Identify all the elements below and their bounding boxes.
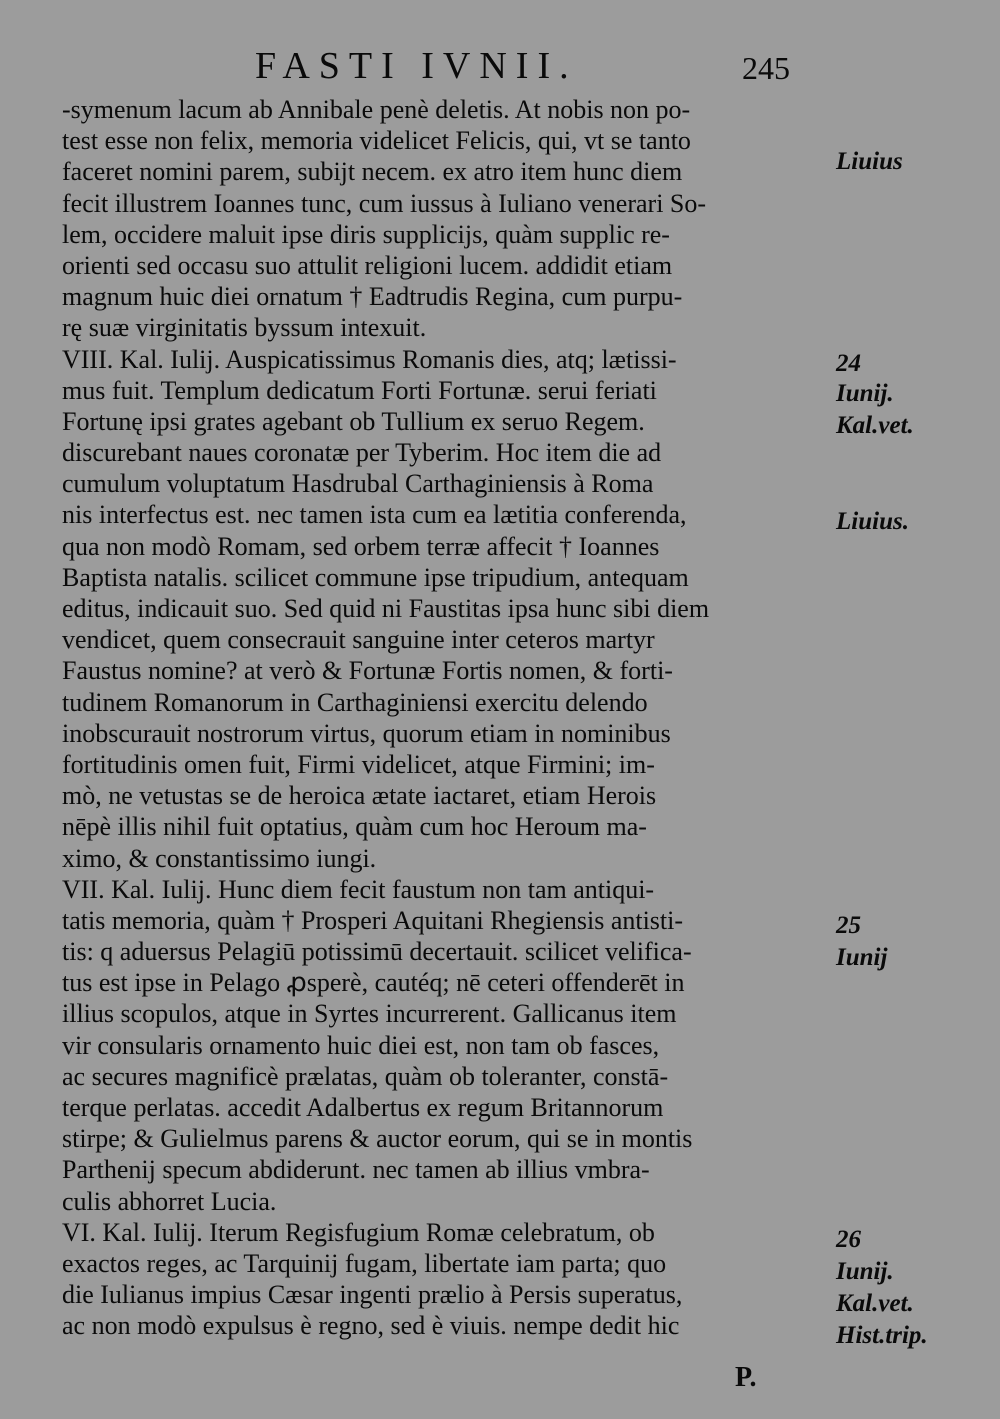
text-line: VI. Kal. Iulij. Iterum Regisfugium Romæ celebratum, ob [62, 1217, 655, 1247]
margin-note-liuius-2: Liuius. [836, 508, 909, 535]
text-line: ac non modò expulsus è regno, sed è viuis. nempe dedit hic [62, 1311, 680, 1341]
margin-note-26-kal-vet: Kal.vet. [836, 1290, 914, 1317]
text-line: Fortunę ipsi grates agebant ob Tullium ex seruo Regem. [62, 406, 645, 436]
text-line: qua non modò Romam, sed orbem terræ affecit † Ioannes [62, 531, 660, 561]
text-line: die Iulianus impius Cæsar ingenti prælio à Persis superatus, [62, 1280, 683, 1310]
text-line: fortitudinis omen fuit, Firmi videlicet, atque Firmini; im- [62, 749, 655, 779]
text-line: magnum huic diei ornatum † Eadtrudis Regina, cum purpu- [62, 282, 683, 312]
main-text-block [62, 94, 832, 1342]
text-line: -symenum lacum ab Annibale penè deletis. At nobis non po- [62, 95, 691, 124]
margin-note-26: 26 [836, 1226, 861, 1253]
text-line: vendicet, quem consecrauit sanguine inter ceteros martyr [62, 625, 655, 655]
text-line: tis: q aduersus Pelagiū potissimū decertauit. scilicet velifica- [62, 937, 692, 967]
text-line: illius scopulos, atque in Syrtes incurrerent. Gallicanus item [62, 999, 677, 1029]
text-line: inobscurauit nostrorum virtus, quorum etiam in nominibus [62, 718, 671, 748]
text-line: mus fuit. Templum dedicatum Forti Fortunæ. serui feriati [62, 375, 657, 405]
catchword: P. [735, 1362, 757, 1393]
page-header [0, 44, 1000, 90]
text-line: nis interfectus est. nec tamen ista cum ea lætitia conferenda, [62, 500, 687, 530]
margin-note-24-iunij: Iunij. [836, 380, 894, 407]
text-line: tus est ipse in Pelago ꝓsperè, cautéq; nē ceteri offenderēt in [62, 968, 685, 998]
margin-note-liuius-1: Liuius [836, 148, 903, 175]
text-line: Faustus nomine? at verò & Fortunæ Fortis nomen, & forti- [62, 656, 673, 686]
margin-note-25: 25 [836, 912, 861, 939]
text-line: cumulum voluptatum Hasdrubal Carthaginiensis à Roma [62, 469, 654, 499]
text-line: lem, occidere maluit ipse diris supplicijs, quàm supplic re- [62, 219, 670, 249]
margin-note-hist-trip: Hist.trip. [836, 1322, 928, 1349]
text-line: test esse non felix, memoria videlicet Felicis, qui, vt se tanto [62, 126, 691, 156]
text-line: fecit illustrem Ioannes tunc, cum iussus à Iuliano venerari So- [62, 188, 707, 218]
text-line: VII. Kal. Iulij. Hunc diem fecit faustum non tam antiqui- [62, 874, 655, 904]
margin-note-26-iunij: Iunij. [836, 1258, 894, 1285]
text-line: discurebant naues coronatæ per Tyberim. Hoc item die ad [62, 438, 662, 468]
text-line: Parthenij specum abdiderunt. nec tamen ab illius vmbra- [62, 1155, 650, 1185]
text-line: exactos reges, ac Tarquinij fugam, libertate iam parta; quo [62, 1248, 667, 1278]
text-line: orienti sed occasu suo attulit religioni lucem. addidit etiam [62, 250, 673, 280]
text-line: vir consularis ornamento huic diei est, non tam ob fasces, [62, 1030, 660, 1060]
running-title: FASTI IVNII. [255, 45, 578, 87]
text-line: Baptista natalis. scilicet commune ipse tripudium, antequam [62, 562, 689, 592]
text-line: editus, indicauit suo. Sed quid ni Faustitas ipsa hunc sibi diem [62, 594, 710, 623]
text-line: rę suæ virginitatis byssum intexuit. [62, 313, 427, 343]
text-line: VIII. Kal. Iulij. Auspicatissimus Romanis dies, atq; lætissi- [62, 344, 677, 374]
margin-note-24-kal-vet: Kal.vet. [836, 412, 914, 439]
text-line: culis abhorret Lucia. [62, 1186, 277, 1216]
text-line: faceret nomini parem, subijt necem. ex atro item hunc diem [62, 157, 683, 187]
text-line: tudinem Romanorum in Carthaginiensi exercitu delendo [62, 687, 648, 717]
text-line: terque perlatas. accedit Adalbertus ex regum Britannorum [62, 1093, 664, 1122]
text-line: nēpè illis nihil fuit optatius, quàm cum hoc Heroum ma- [62, 812, 647, 842]
page-number: 245 [742, 50, 790, 86]
text-line: ac secures magnificè prælatas, quàm ob toleranter, constā- [62, 1061, 669, 1091]
text-line: stirpe; & Gulielmus parens & auctor eorum, qui se in montis [62, 1124, 693, 1154]
text-line: mò, ne vetustas se de heroica ætate iactaret, etiam Herois [62, 781, 657, 811]
margin-note-24: 24 [836, 350, 861, 377]
text-line: tatis memoria, quàm † Prosperi Aquitani Rhegiensis antisti- [62, 905, 684, 935]
text-line: ximo, & constantissimo iungi. [62, 843, 377, 873]
margin-note-25-iunij: Iunij [836, 944, 888, 971]
